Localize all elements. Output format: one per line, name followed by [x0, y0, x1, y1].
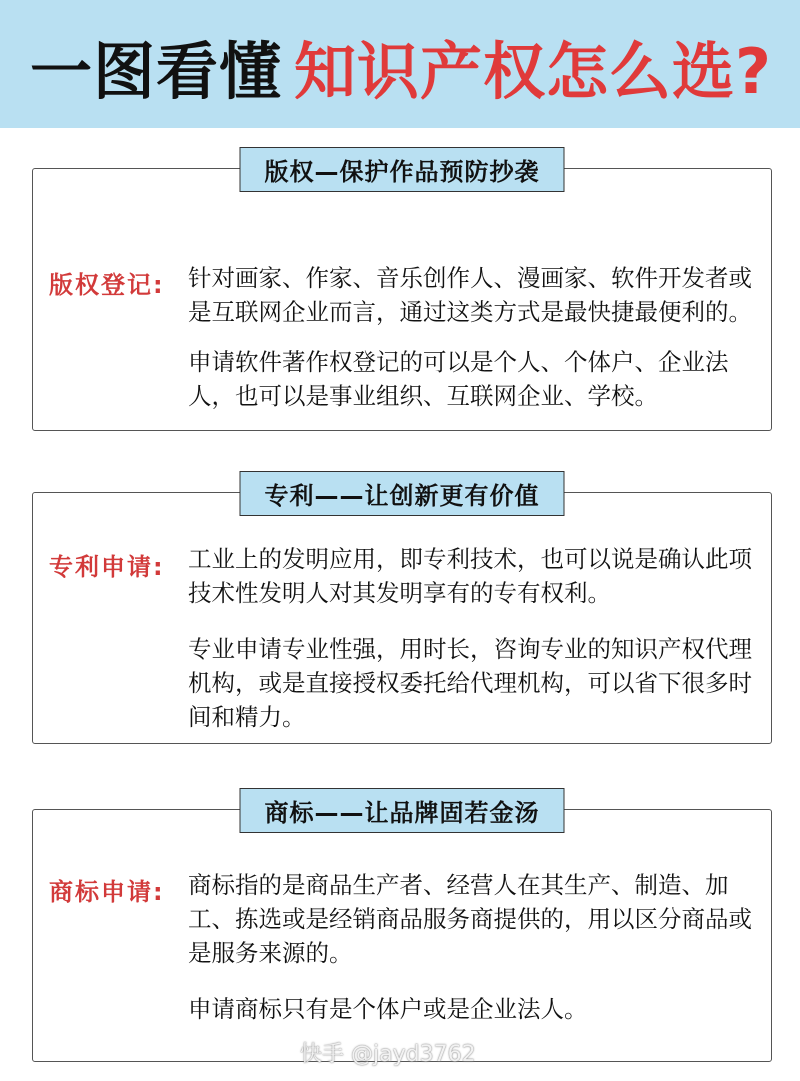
paragraph: 专业申请专业性强，用时长，咨询专业的知识产权代理机构，或是直接授权委托给代理机构，可以省下很多时间和精力。 — [188, 635, 752, 731]
paragraph: 申请软件著作权登记的可以是个人、个体户、企业法人，也可以是事业组织、互联网企业、学校。 — [188, 348, 729, 410]
watermark: 快手 @jayd3762 — [300, 1042, 476, 1067]
section-body — [188, 261, 763, 413]
section-label: 专利申请: — [49, 553, 165, 581]
section-body — [188, 868, 763, 1026]
section-patent — [32, 482, 772, 744]
section-heading: 专利——让创新更有价值 — [240, 471, 565, 516]
section-label: 商标申请: — [49, 878, 165, 906]
page-title — [30, 22, 772, 110]
title-black-part: 一图看懂 — [30, 34, 283, 108]
header — [0, 0, 800, 128]
paragraph: 申请商标只有是个体户或是企业法人。 — [188, 995, 588, 1023]
section-label: 版权登记: — [49, 271, 165, 299]
section-copyright — [32, 158, 772, 431]
section-trademark — [32, 799, 772, 1062]
section-body — [188, 542, 763, 734]
content-panel — [0, 128, 800, 1081]
title-red-part: 知识产权怎么选? — [294, 34, 772, 108]
paragraph: 工业上的发明应用，即专利技术，也可以说是确认此项技术性发明人对其发明享有的专有权利。 — [188, 545, 752, 607]
paragraph: 针对画家、作家、音乐创作人、漫画家、软件开发者或是互联网企业而言，通过这类方式是最快捷最便利的。 — [188, 264, 752, 326]
paragraph: 商标指的是商品生产者、经营人在其生产、制造、加工、拣选或是经销商品服务商提供的，用以区分商品或是服务来源的。 — [188, 871, 752, 967]
section-heading: 版权—保护作品预防抄袭 — [240, 147, 565, 192]
section-heading: 商标——让品牌固若金汤 — [240, 788, 565, 833]
